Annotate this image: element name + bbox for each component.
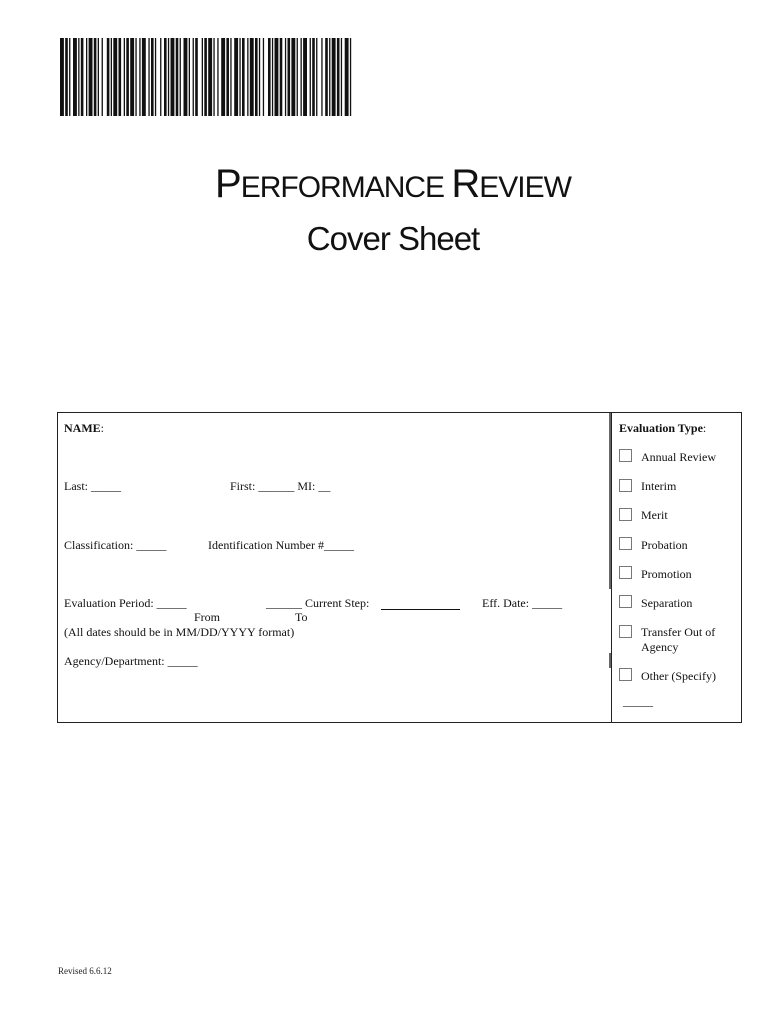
barcode-bar [107,38,110,116]
name-label: NAME [64,421,101,435]
barcode-bar [234,38,238,116]
barcode-bar [242,38,245,116]
last-name-field[interactable]: Last: _____ [64,479,121,493]
first-name-mi-field[interactable]: First: ______ MI: __ [230,479,331,493]
barcode-bar [208,38,212,116]
barcode-bar [312,38,315,116]
barcode-bar [250,38,254,116]
barcode-bar [184,38,188,116]
barcode-bar [89,38,93,116]
barcode-bar [263,38,264,116]
barcode-bar [69,38,70,116]
barcode-bar [303,38,307,116]
agency-department-field[interactable]: Agency/Department: _____ [64,654,198,668]
barcode-bar [316,38,317,116]
probation-checkbox[interactable] [619,537,632,550]
date-format-note: (All dates should be in MM/DD/YYYY format) [64,625,295,639]
barcode-bar [239,38,240,116]
evaluation-type-colon: : [702,421,707,435]
barcode-bar [337,38,340,116]
merit-label: Merit [641,508,668,522]
barcode-bar [332,38,336,116]
barcode-image [60,38,352,116]
barcode-bar [280,38,283,116]
barcode-bar [124,38,125,116]
review-form-box [57,412,742,723]
transfer-out-label-line2: Agency [641,640,679,654]
evaluation-period-from-field[interactable]: Evaluation Period: _____ [64,596,187,610]
barcode-bar [195,38,198,116]
barcode-bar [345,38,349,116]
column-divider-tick [609,653,611,668]
barcode-bar [217,38,218,116]
barcode-bar [151,38,154,116]
transfer-out-label: Transfer Out of [641,625,716,639]
page-subtitle: Cover Sheet [306,220,480,257]
barcode-bar [142,38,146,116]
barcode-bar [113,38,117,116]
other-specify-label: Other (Specify) [641,669,716,683]
barcode-bar [272,38,273,116]
barcode-bar [81,38,84,116]
barcode-bar [259,38,260,116]
barcode-bar [164,38,167,116]
other-specify-field[interactable]: _____ [623,694,653,708]
barcode-bar [285,38,286,116]
barcode-bar [329,38,330,116]
barcode-bar [325,38,328,116]
barcode-bar [180,38,181,116]
annual-review-checkbox[interactable] [619,449,632,462]
barcode-bar [148,38,149,116]
separation-label: Separation [641,596,693,610]
barcode-bar [202,38,203,116]
barcode-bar [213,38,214,116]
barcode-bar [291,38,295,116]
barcode-bar [86,38,87,116]
page-title [0,162,770,207]
barcode-bar [65,38,68,116]
barcode-bar [189,38,190,116]
barcode-bar [168,38,169,116]
name-colon: : [100,421,105,435]
evaluation-type-label: Evaluation Type [619,421,703,435]
barcode-bar [350,38,351,116]
identification-number-field[interactable]: Identification Number #_____ [208,538,354,552]
barcode-bar [160,38,161,116]
barcode-bar [155,38,156,116]
barcode-bar [94,38,97,116]
barcode-bar [288,38,291,116]
barcode-bar [171,38,175,116]
interim-checkbox[interactable] [619,479,632,492]
probation-label: Probation [641,538,688,552]
promotion-label: Promotion [641,567,692,581]
column-divider [611,413,612,722]
evaluation-period-to-field[interactable]: ______ Current Step: [266,596,370,610]
evaluation-type-heading [619,421,706,436]
column-divider-shade [609,413,611,589]
from-caption: From [194,610,221,624]
merit-checkbox[interactable] [619,508,632,521]
barcode-bar [119,38,122,116]
barcode-bar [321,38,322,116]
eff-date-field[interactable]: Eff. Date: _____ [482,596,563,610]
barcode-bar [60,38,64,116]
barcode-bar [247,38,248,116]
barcode-bar [139,38,140,116]
title-text-eview: EVIEW [479,171,571,204]
transfer-out-checkbox[interactable] [619,625,632,638]
barcode-bar [310,38,311,116]
name-heading [64,421,104,436]
barcode-bar [98,38,99,116]
barcode-bar [230,38,231,116]
barcode-bar [176,38,179,116]
annual-review-label: Annual Review [641,450,716,464]
barcode-bar [135,38,136,116]
barcode-bar [102,38,103,116]
barcode-bar [126,38,129,116]
barcode-bar [221,38,225,116]
barcode-bar [73,38,77,116]
other-specify-checkbox[interactable] [619,668,632,681]
barcode-bar [78,38,79,116]
barcode-bar [341,38,342,116]
barcode-bar [268,38,271,116]
barcode-bar [275,38,279,116]
classification-field[interactable]: Classification: _____ [64,538,167,552]
current-step-field[interactable] [381,609,460,610]
title-text-erformance: ERFORMANCE [240,171,452,204]
barcode-bar [130,38,134,116]
revision-note: Revised 6.6.12 [58,966,112,976]
separation-checkbox[interactable] [619,595,632,608]
title-initial-r: R [451,162,480,206]
barcode-bar [301,38,302,116]
barcode-bar [255,38,258,116]
barcode-bar [226,38,229,116]
interim-label: Interim [641,479,677,493]
barcode-bar [204,38,207,116]
promotion-checkbox[interactable] [619,566,632,579]
to-caption: To [295,610,308,624]
barcode-bar [297,38,298,116]
title-initial-p: P [215,162,241,206]
barcode-bar [111,38,112,116]
barcode-bar [193,38,194,116]
